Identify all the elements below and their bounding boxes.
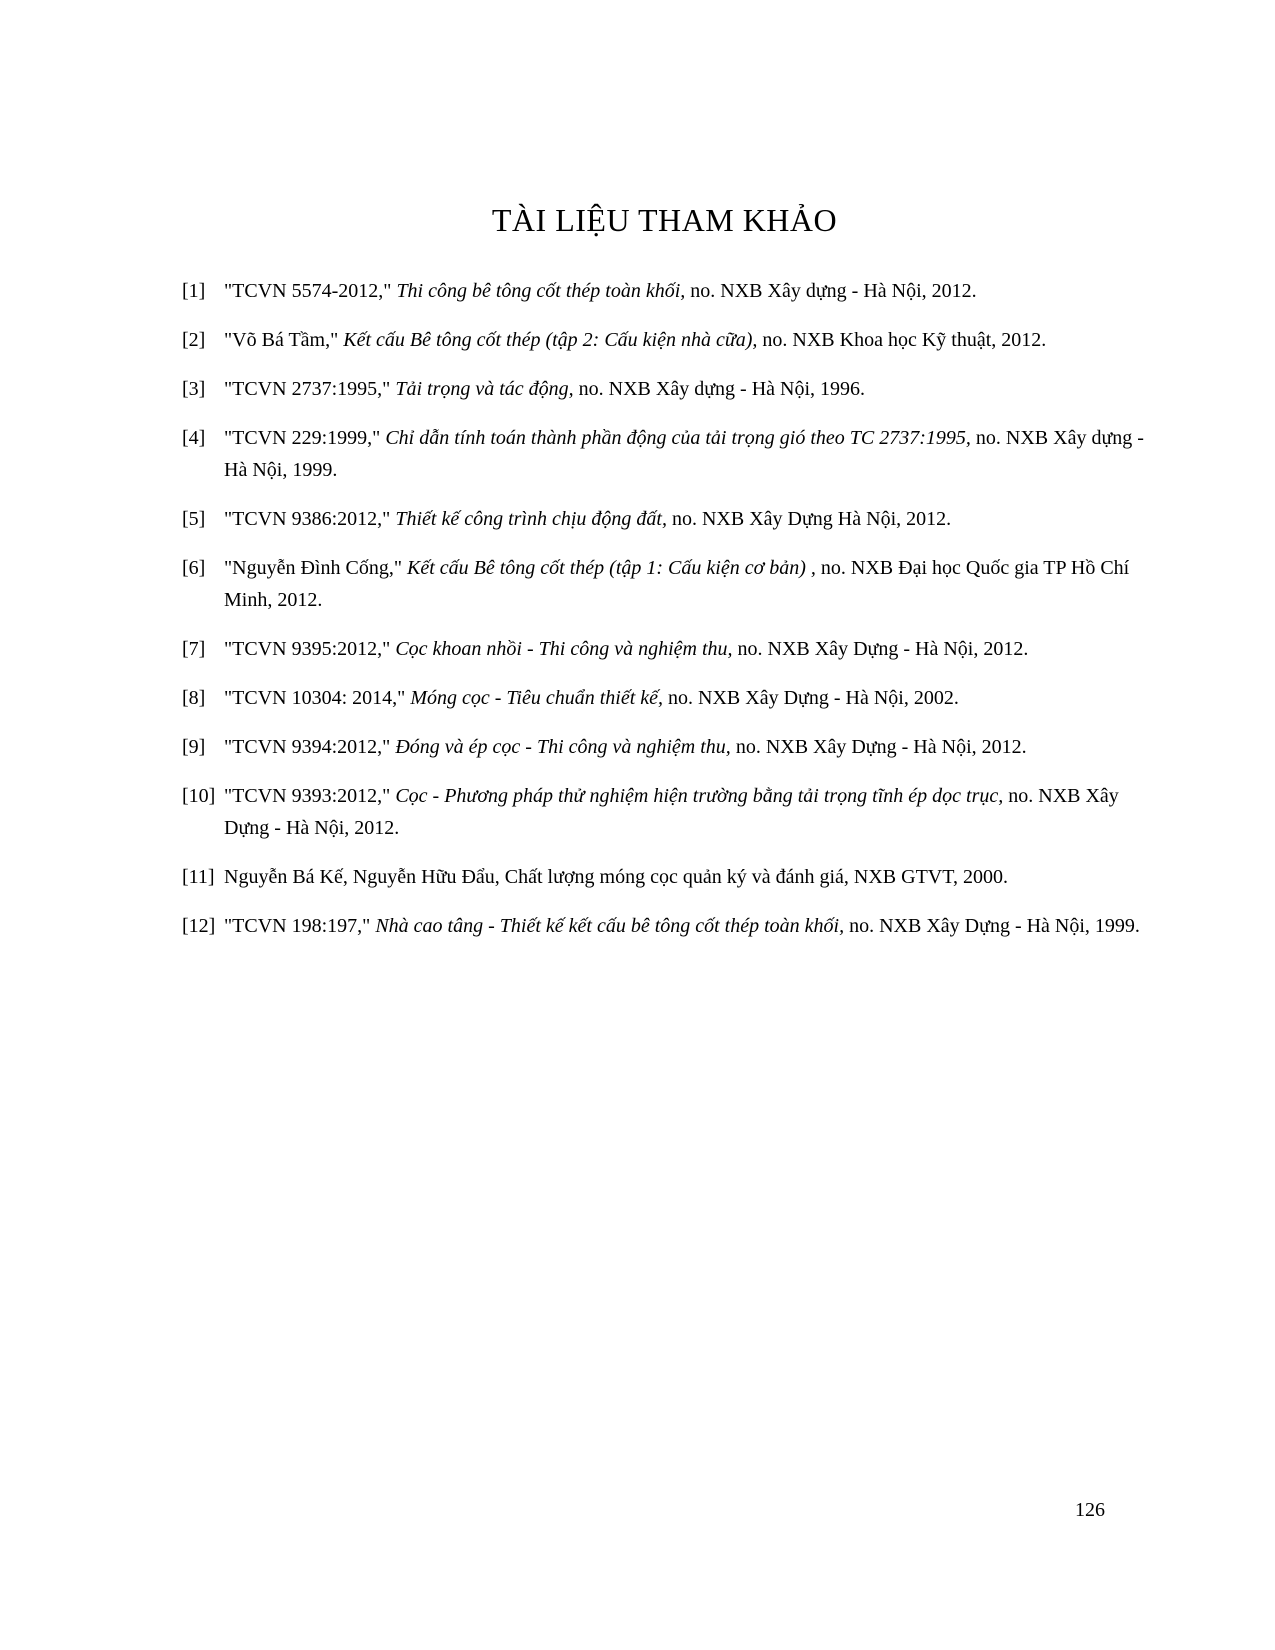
reference-suffix: no. NXB Xây Dựng - Hà Nội, 2012.	[737, 638, 1029, 660]
reference-item-7	[182, 633, 1147, 665]
reference-text	[224, 638, 1028, 660]
reference-number: [3]	[182, 378, 206, 400]
reference-title: Chỉ dẫn tính toán thành phần động của tải trọng gió theo TC 2737:1995,	[385, 427, 976, 449]
page-title: TÀI LIỆU THAM KHẢO	[491, 202, 838, 238]
reference-suffix: no. NXB Xây Dựng Hà Nội, 2012.	[671, 508, 952, 530]
reference-text	[224, 687, 959, 709]
reference-prefix: "TCVN 229:1999,"	[224, 427, 386, 449]
reference-text	[224, 508, 951, 530]
reference-suffix: no. NXB Xây Dựng - Hà Nội, 2002.	[668, 687, 959, 709]
reference-item-12	[182, 910, 1147, 942]
reference-text	[224, 915, 1140, 937]
reference-title: Tải trọng và tác động,	[395, 378, 579, 400]
page-number: 126	[1075, 1499, 1105, 1521]
reference-number: [1]	[182, 280, 206, 302]
reference-text	[224, 785, 1119, 839]
reference-title: Thiết kế công trình chịu động đất,	[395, 508, 672, 530]
reference-text	[224, 280, 977, 302]
reference-number: [7]	[182, 638, 206, 660]
reference-item-5	[182, 503, 1147, 535]
reference-item-3	[182, 373, 1147, 405]
reference-prefix: "Võ Bá Tầm,"	[224, 329, 344, 351]
reference-suffix: no. NXB Đại học Quốc gia TP Hồ Chí Minh, 2012.	[224, 557, 1130, 611]
reference-text	[224, 557, 1129, 611]
reference-number: [11]	[182, 866, 215, 888]
reference-item-8	[182, 682, 1147, 714]
reference-title: Nhà cao tâng - Thiết kế kết cấu bê tông cốt thép toàn khối,	[375, 915, 850, 937]
reference-prefix: "TCVN 9386:2012,"	[224, 508, 396, 530]
reference-suffix: no. NXB Xây dựng - Hà Nội, 2012.	[690, 280, 977, 302]
reference-suffix: no. NXB Xây Dựng - Hà Nội, 2012.	[735, 736, 1027, 758]
reference-title: Kết cấu Bê tông cốt thép (tập 1: Cấu kiện cơ bản) ,	[407, 557, 821, 579]
reference-item-10	[182, 780, 1147, 844]
reference-number: [10]	[182, 785, 216, 807]
reference-prefix: "TCVN 10304: 2014,"	[224, 687, 411, 709]
reference-prefix: "Nguyễn Đình Cống,"	[224, 557, 407, 579]
reference-title: Thi công bê tông cốt thép toàn khối,	[396, 280, 691, 302]
reference-suffix: no. NXB Khoa học Kỹ thuật, 2012.	[762, 329, 1047, 351]
references-list	[182, 275, 1147, 942]
reference-number: [5]	[182, 508, 206, 530]
reference-text	[224, 329, 1046, 351]
reference-text	[224, 736, 1027, 758]
reference-item-9	[182, 731, 1147, 763]
reference-prefix: "TCVN 2737:1995,"	[224, 378, 396, 400]
reference-item-6	[182, 552, 1147, 616]
reference-suffix: no. NXB Xây Dựng - Hà Nội, 2012.	[224, 785, 1119, 839]
reference-number: [4]	[182, 427, 206, 449]
reference-prefix: "TCVN 198:197,"	[224, 915, 376, 937]
reference-number: [8]	[182, 687, 206, 709]
reference-text	[224, 866, 1008, 888]
reference-item-2	[182, 324, 1147, 356]
reference-prefix: "TCVN 5574-2012,"	[224, 280, 397, 302]
reference-item-11	[182, 861, 1147, 893]
reference-suffix: no. NXB Xây dựng - Hà Nội, 1999.	[224, 427, 1144, 481]
reference-prefix: "TCVN 9393:2012,"	[224, 785, 396, 807]
reference-prefix: "TCVN 9395:2012,"	[224, 638, 396, 660]
reference-title: Cọc - Phương pháp thử nghiệm hiện trường bằng tải trọng tĩnh ép dọc trục,	[395, 785, 1009, 807]
reference-number: [2]	[182, 329, 206, 351]
reference-title: Kết cấu Bê tông cốt thép (tập 2: Cấu kiện nhà cữa),	[343, 329, 763, 351]
reference-title: Cọc khoan nhồi - Thi công và nghiệm thu,	[395, 638, 738, 660]
reference-suffix: no. NXB Xây Dựng - Hà Nội, 1999.	[849, 915, 1140, 937]
reference-item-1	[182, 275, 1147, 307]
reference-number: [9]	[182, 736, 206, 758]
reference-suffix: no. NXB Xây dựng - Hà Nội, 1996.	[578, 378, 866, 400]
reference-title: Móng cọc - Tiêu chuẩn thiết kế,	[410, 687, 669, 709]
reference-title: Đóng và ép cọc - Thi công và nghiệm thu,	[395, 736, 736, 758]
reference-text	[224, 378, 865, 400]
reference-number: [6]	[182, 557, 206, 579]
reference-item-4	[182, 422, 1147, 486]
reference-prefix: Nguyễn Bá Kế, Nguyễn Hữu Đẩu, Chất lượng móng cọc quản ký và đánh giá, NXB GTVT, 2000.	[224, 866, 1008, 888]
reference-text	[224, 427, 1144, 481]
reference-number: [12]	[182, 915, 216, 937]
reference-prefix: "TCVN 9394:2012,"	[224, 736, 396, 758]
